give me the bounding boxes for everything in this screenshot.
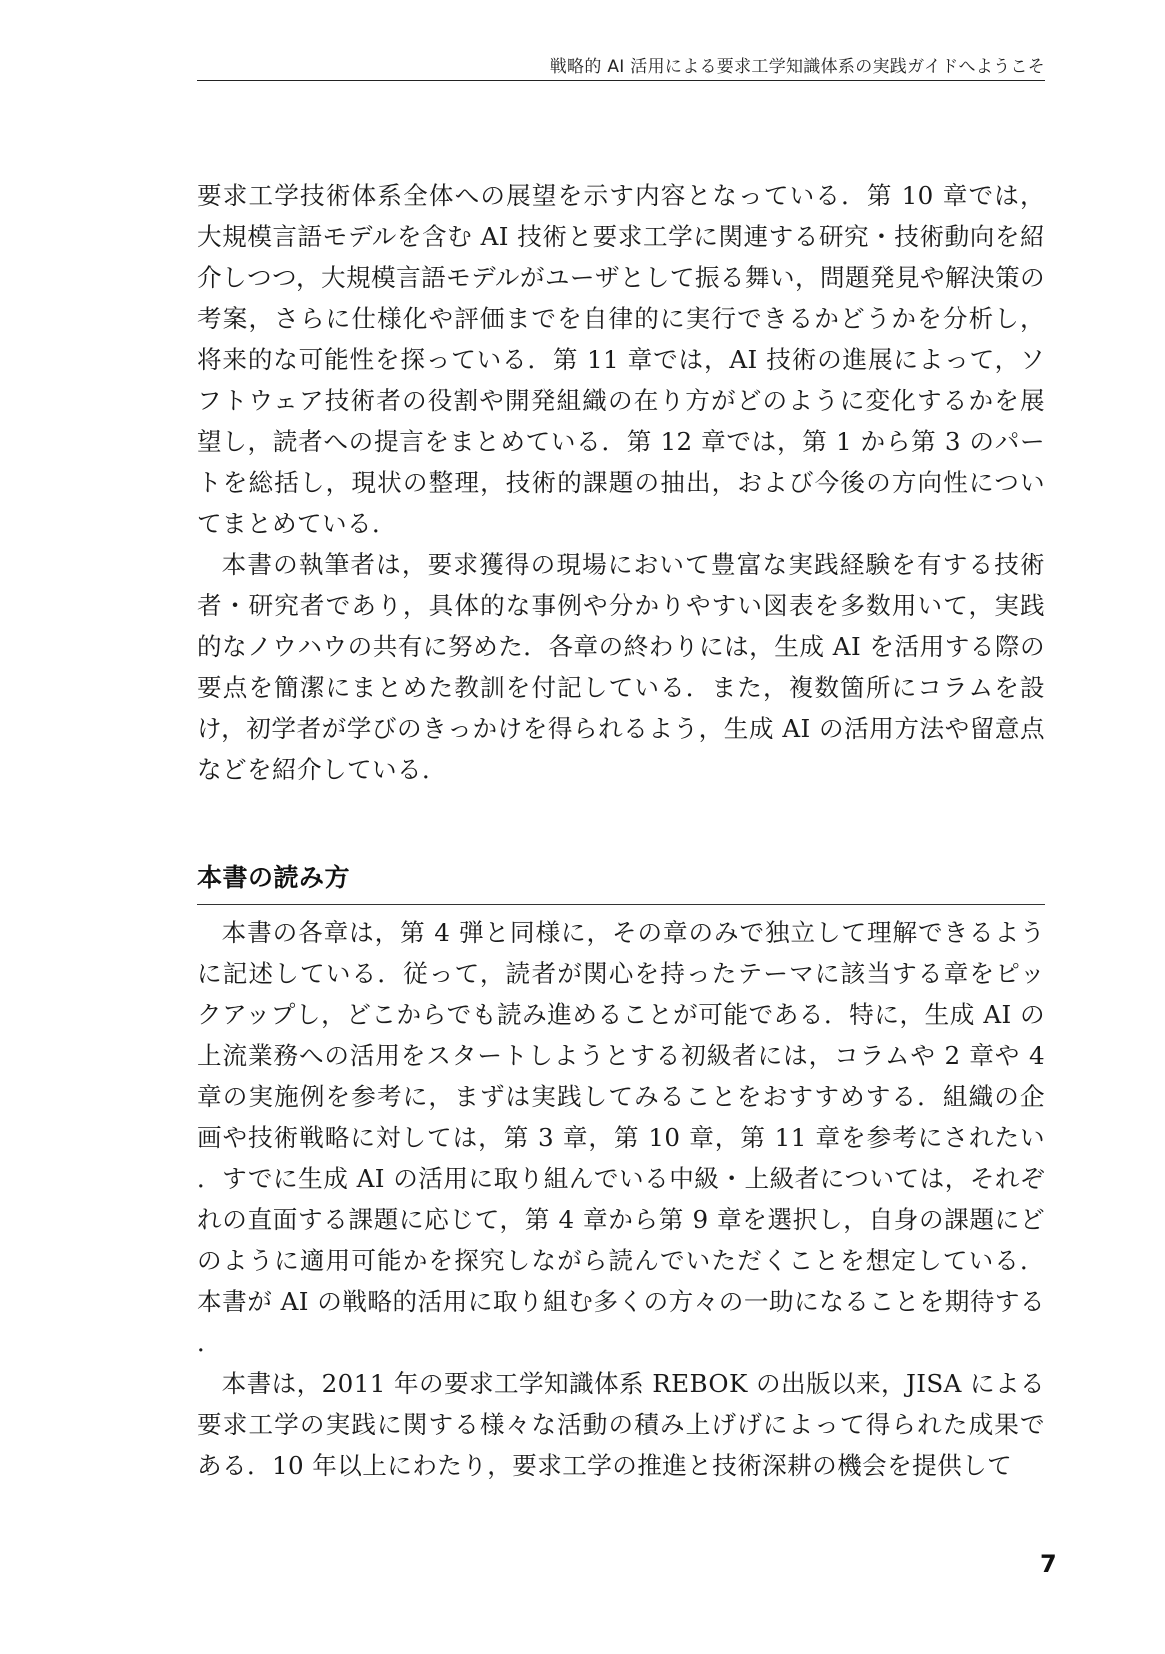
reading-text-block <box>197 912 1045 1486</box>
header-rule <box>197 80 1045 81</box>
section-heading-rule <box>197 904 1045 905</box>
paragraph: 本書は，2011 年の要求工学知識体系 REBOK の出版以来，JISA による要求工学の実践に関する様々な活動の積み上げげによって得られた成果である．10 年以上にわたり，要求工学の推進と技術深耕の機会を提供して <box>197 1369 1045 1480</box>
paragraph: 要求工学技術体系全体への展望を示す内容となっている．第 10 章では，大規模言語モデルを含む AI 技術と要求工学に関連する研究・技術動向を紹介しつつ，大規模言語モデルがユーザとして振る舞い，問題発見や解決策の考案，さらに仕様化や評価までを自律的に実行できるかどうかを分析し，将来的な可能性を探っている．第 11 章では，AI 技術の進展によって，ソフトウェア技術者の役割や開発組織の在り方がどのように変化するかを展望し，読者への提言をまとめている．第 12 章では，第 1 から第 3 のパートを総括し，現状の整理，技術的課題の抽出，および今後の方向性についてまとめている． <box>197 181 1045 538</box>
paragraph: 本書の各章は，第 4 弾と同様に，その章のみで独立して理解できるように記述している．従って，読者が関心を持ったテーマに該当する章をピックアップし，どこからでも読み進めることが可能である．特に，生成 AI の上流業務への活用をスタートしようとする初級者には，コラムや 2 章や 4 章の実施例を参考に，まずは実践してみることをおすすめする．組織の企画や技術戦略に対しては，第 3 章，第 10 章，第 11 章を参考にされたい．すでに生成 AI の活用に取り組んでいる中級・上級者については，それぞれの直面する課題に応じて，第 4 章から第 9 章を選択し，自身の課題にどのように適用可能かを探究しながら読んでいただくことを想定している．本書が AI の戦略的活用に取り組む多くの方々の一助になることを期待する． <box>197 918 1045 1357</box>
paragraph: 本書の執筆者は，要求獲得の現場において豊富な実践経験を有する技術者・研究者であり，具体的な事例や分かりやすい図表を多数用いて，実践的なノウハウの共有に努めた．各章の終わりには，生成 AI を活用する際の要点を簡潔にまとめた教訓を付記している．また，複数箇所にコラムを設け，初学者が学びのきっかけを得られるよう，生成 AI の活用方法や留意点などを紹介している． <box>197 550 1045 784</box>
page-number: 7 <box>1040 1550 1057 1578</box>
intro-text-block <box>197 175 1045 790</box>
running-header: 戦略的 AI 活用による要求工学知識体系の実践ガイドへようこそ <box>549 57 1045 77</box>
section-heading: 本書の読み方 <box>197 863 351 892</box>
